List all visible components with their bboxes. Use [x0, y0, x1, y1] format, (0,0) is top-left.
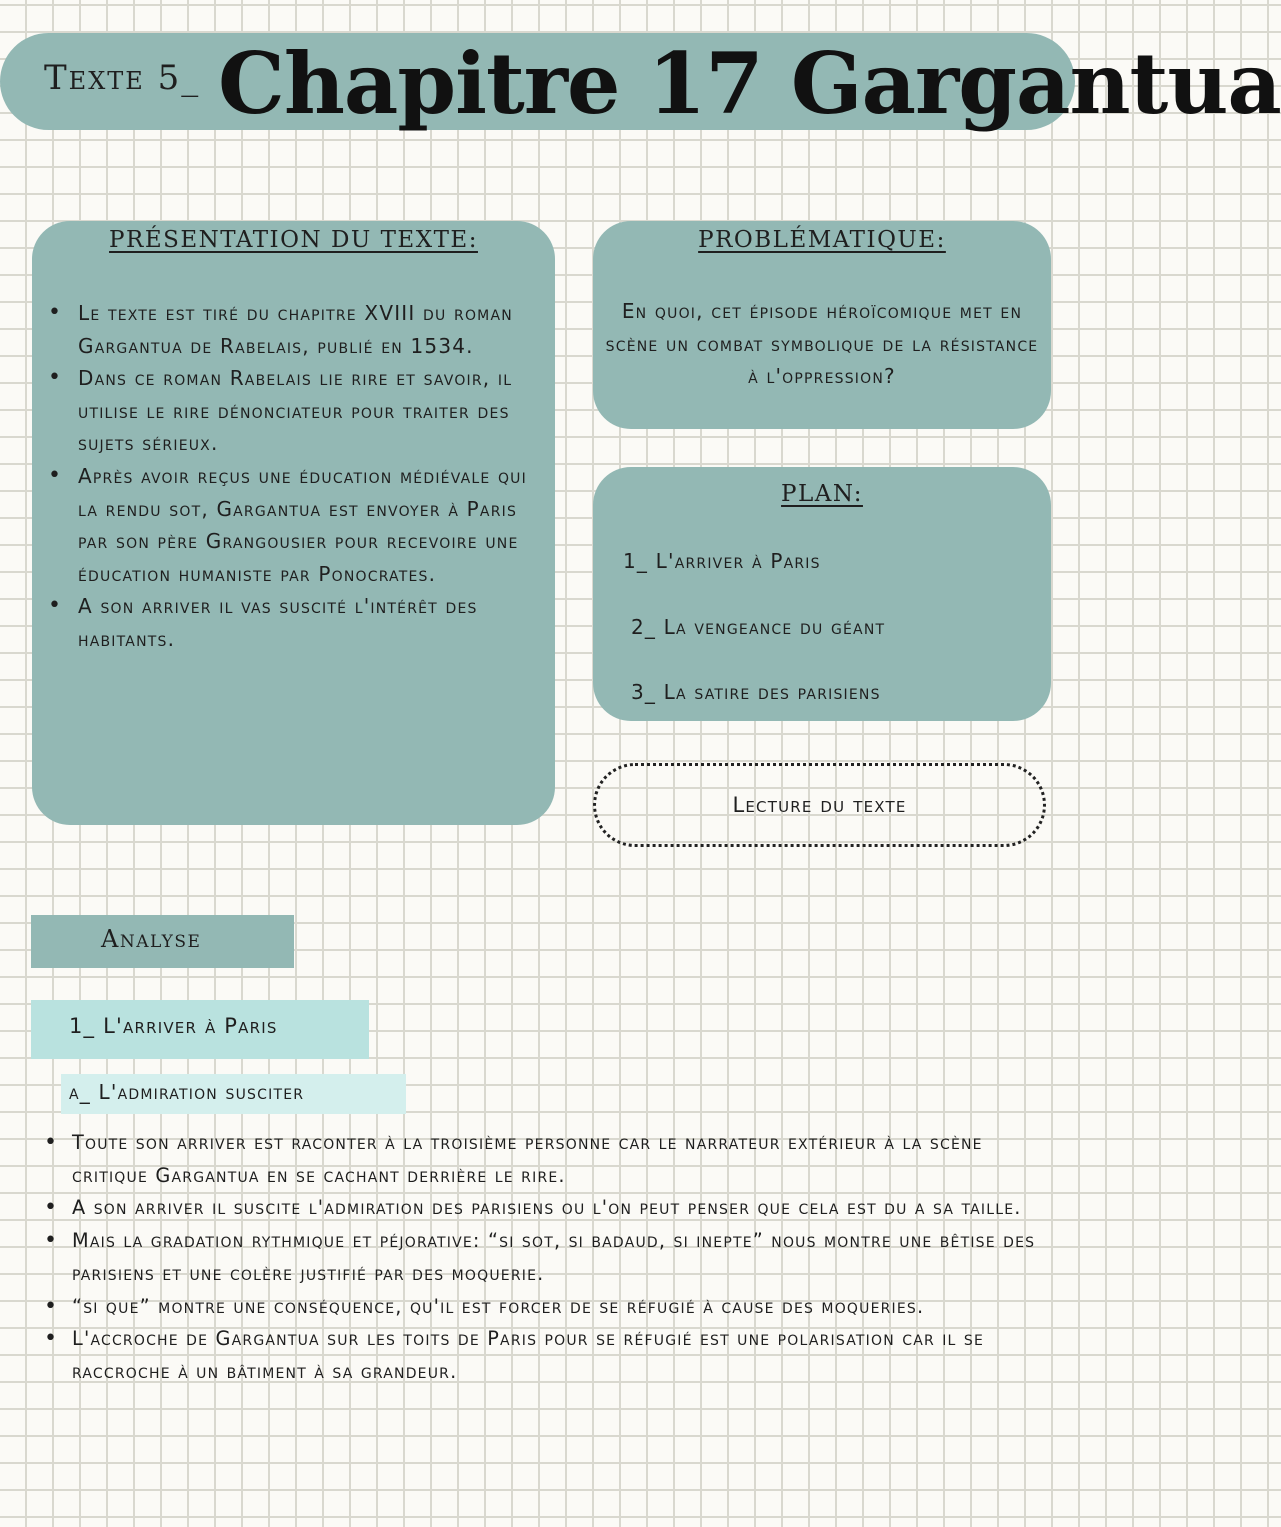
list-item: • A son arriver il vas suscité l'intérêt des habitants. [78, 590, 553, 655]
presentation-list [76, 297, 553, 656]
analysis-list [72, 1127, 1062, 1389]
plan-title: PLAN: [781, 481, 863, 507]
section-heading [31, 1000, 369, 1059]
plan-item-1: 1_ L'arriver à Paris [623, 549, 821, 573]
lecture-button[interactable]: Lecture du texte [593, 763, 1046, 847]
list-item: • L'accroche de Gargantua sur les toits de Paris pour se réfugié est une polarisation car il se raccroche à un bâtiment à sa grandeur. [72, 1323, 1062, 1388]
subsection-label: a_ L'admiration susciter [69, 1080, 305, 1104]
list-item: • Toute son arriver est raconter à la troisième personne car le narrateur extérieur à la scène critique Gargantua en se cachant derrière le rire. [72, 1127, 1062, 1192]
list-item: • “si que” montre une conséquence, qu'il est forcer de se réfugié à cause des moqueries. [72, 1291, 1062, 1324]
list-item: • Dans ce roman Rabelais lie rire et savoir, il utilise le rire dénonciateur pour traiter des sujets sérieux. [78, 362, 553, 460]
plan-item-2: 2_ La vengeance du géant [631, 615, 886, 639]
list-item: • Après avoir reçus une éducation médiévale qui la rendu sot, Gargantua est envoyer à Paris par son père Grangousier pour recevoire une éducation humaniste par Ponocrates. [78, 460, 553, 590]
subsection-heading [61, 1074, 406, 1114]
presentation-card [32, 221, 555, 825]
page-title: Chapitre 17 Gargantua [218, 34, 1281, 133]
plan-item-3: 3_ La satire des parisiens [631, 680, 881, 704]
list-item: • A son arriver il suscite l'admiration des parisiens ou l'on peut penser que cela est du a sa taille. [72, 1192, 1062, 1225]
plan-card [593, 467, 1051, 721]
list-item: • Le texte est tiré du chapitre XVIII du roman Gargantua de Rabelais, publié en 1534. [78, 297, 553, 362]
problematique-card [593, 221, 1051, 429]
section-label: 1_ L'arriver à Paris [69, 1014, 278, 1038]
text-number: Texte 5_ [44, 58, 201, 98]
analyse-heading [31, 915, 294, 968]
presentation-title: PRÉSENTATION DU TEXTE: [109, 227, 478, 253]
problematique-title: PROBLÉMATIQUE: [698, 227, 946, 253]
problematique-text: En quoi, cet épisode héroïcomique met en scène un combat symbolique de la résistance à l'oppression? [605, 299, 1039, 388]
analyse-label: Analyse [101, 925, 202, 953]
list-item: • Mais la gradation rythmique et péjorative: “si sot, si badaud, si inepte” nous montre une bêtise des parisiens et une colère justifié par des moquerie. [72, 1225, 1062, 1290]
